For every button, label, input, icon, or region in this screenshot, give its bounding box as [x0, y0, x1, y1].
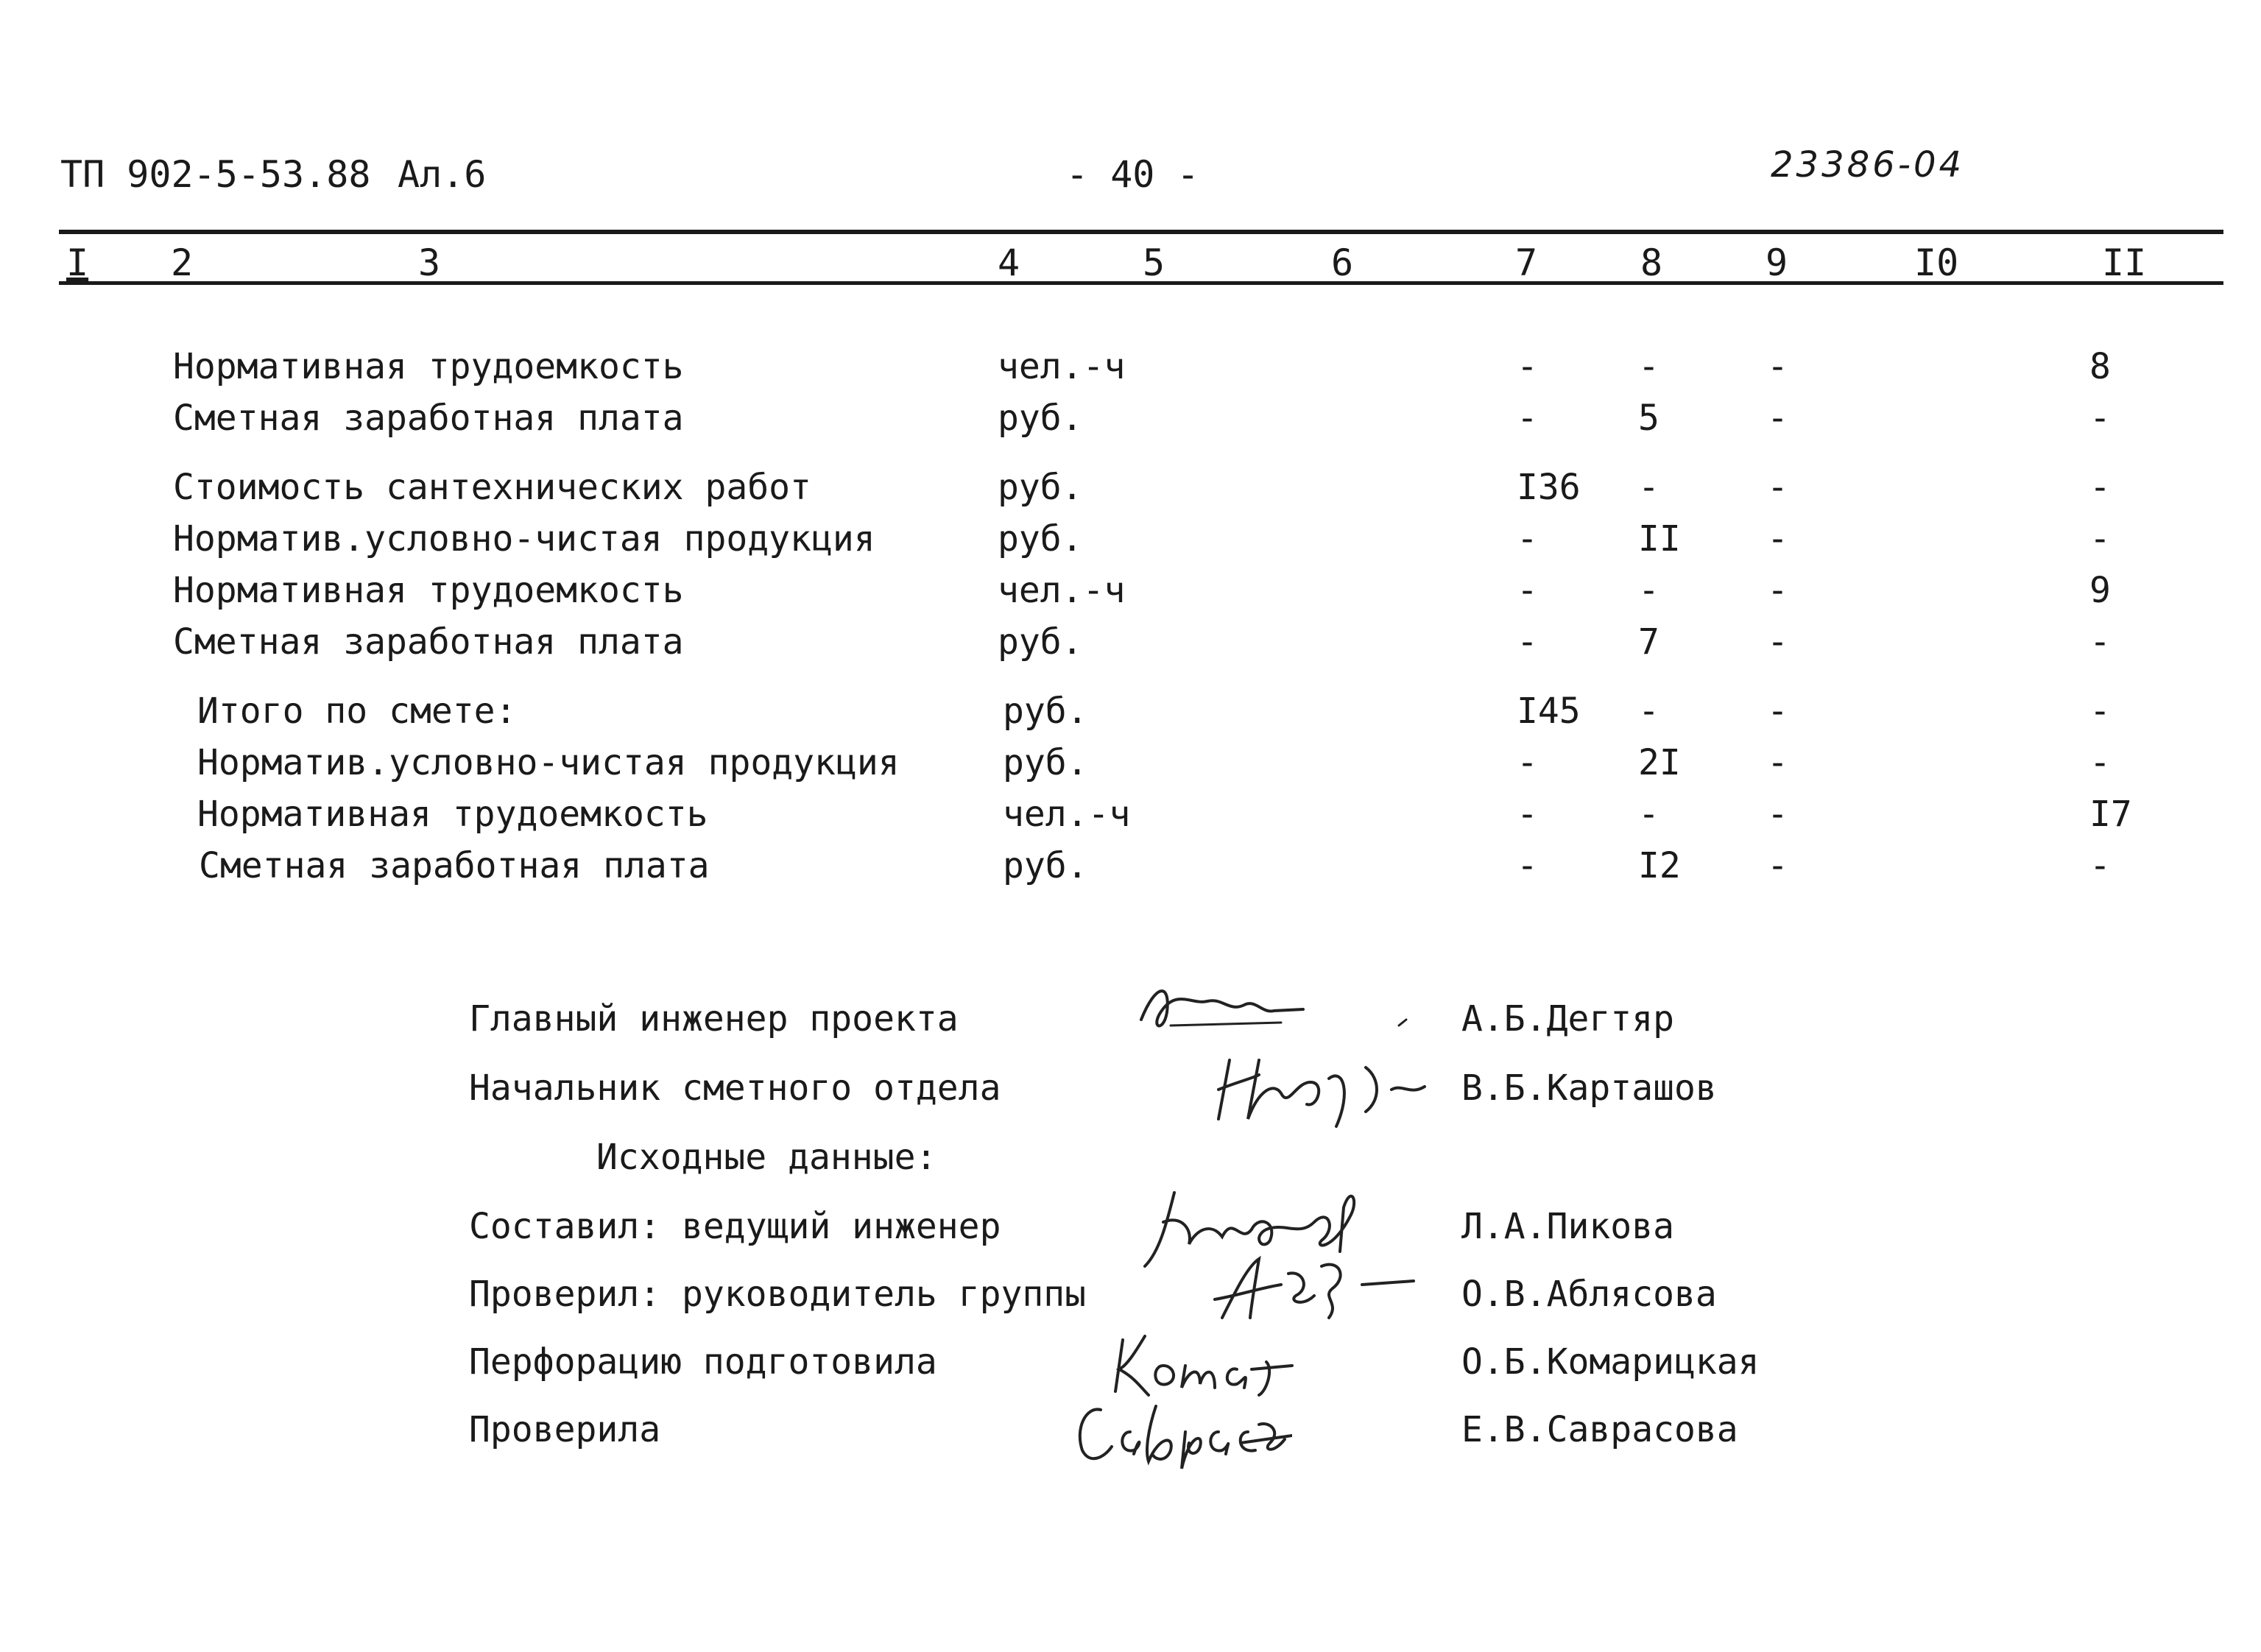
col-header-11: II: [2102, 241, 2147, 284]
table-row: [0, 346, 2261, 390]
row-col9: -: [1767, 621, 1788, 663]
col-header-1: I: [66, 241, 89, 284]
row-col8: 5: [1638, 398, 1659, 439]
row-name: Норматив.условно-чистая продукция: [197, 742, 900, 783]
signature-role: Начальник сметного отдела: [469, 1067, 1001, 1109]
page-number: - 40 -: [1066, 153, 1199, 196]
row-col7: -: [1517, 518, 1538, 560]
signature-row: [0, 1067, 2261, 1119]
row-col8: I2: [1638, 845, 1681, 886]
row-col11: 8: [2089, 346, 2111, 387]
signature-row: [0, 1274, 2261, 1325]
row-col8: 7: [1638, 621, 1659, 663]
row-col8: -: [1638, 467, 1659, 508]
row-col7: -: [1517, 845, 1538, 886]
row-name: Сметная заработная плата: [173, 398, 684, 439]
row-name: Нормативная трудоемкость: [197, 794, 708, 835]
table-row: [0, 691, 2261, 735]
row-col9: -: [1767, 398, 1788, 439]
row-col9: -: [1767, 691, 1788, 732]
row-col7: -: [1517, 742, 1538, 783]
row-col9: -: [1767, 794, 1788, 835]
signature-role: Составил: ведущий инженер: [469, 1206, 1001, 1247]
row-col11: I7: [2089, 794, 2132, 835]
row-unit: руб.: [1003, 845, 1088, 886]
row-col8: II: [1638, 518, 1681, 560]
row-unit: руб.: [998, 621, 1083, 663]
signature-name: О.В.Аблясова: [1461, 1274, 1717, 1315]
signature-name: Л.А.Пикова: [1461, 1206, 1674, 1247]
row-col8: 2I: [1638, 742, 1681, 783]
signature-role: Главный инженер проекта: [469, 998, 959, 1039]
table-row: [0, 845, 2261, 889]
table-row: [0, 518, 2261, 562]
signature-role: Перфорацию подготовила: [469, 1341, 937, 1383]
row-col11: -: [2089, 621, 2111, 663]
row-col11: -: [2089, 845, 2111, 886]
signature-savrasova: [1071, 1391, 1292, 1472]
row-col9: -: [1767, 346, 1788, 387]
row-name: Норматив.условно-чистая продукция: [173, 518, 875, 560]
col-header-8: 8: [1640, 241, 1663, 284]
row-col11: -: [2089, 398, 2111, 439]
row-col9: -: [1767, 467, 1788, 508]
signature-ablyasova: [1193, 1244, 1428, 1332]
signature-name: В.Б.Карташов: [1461, 1067, 1717, 1109]
row-col8: -: [1638, 570, 1659, 611]
row-col11: -: [2089, 742, 2111, 783]
row-name: Сметная заработная плата: [173, 621, 684, 663]
row-col9: -: [1767, 742, 1788, 783]
table-row: [0, 742, 2261, 786]
row-col11: -: [2089, 518, 2111, 560]
row-unit: чел.-ч: [998, 346, 1126, 387]
signature-role: Исходные данные:: [596, 1137, 937, 1178]
album-label: Ал.6: [398, 153, 487, 196]
signature-degtyar: [1126, 968, 1436, 1049]
signature-kartashov: [1207, 1038, 1436, 1141]
col-header-3: 3: [418, 241, 441, 284]
row-col8: -: [1638, 794, 1659, 835]
doc-code: ТП 902-5-53.88: [60, 153, 371, 196]
row-unit: руб.: [998, 398, 1083, 439]
doc-number: 23386-04: [1771, 144, 1965, 186]
row-col8: -: [1638, 346, 1659, 387]
row-col11: -: [2089, 467, 2111, 508]
table-row: [0, 570, 2261, 614]
row-name: Нормативная трудоемкость: [173, 346, 684, 387]
row-unit: руб.: [998, 518, 1083, 560]
row-col11: -: [2089, 691, 2111, 732]
table-row: [0, 794, 2261, 838]
row-col7: -: [1517, 794, 1538, 835]
col-header-6: 6: [1331, 241, 1354, 284]
col-header-2: 2: [171, 241, 194, 284]
row-col8: -: [1638, 691, 1659, 732]
row-name: Сметная заработная плата: [199, 845, 710, 886]
row-unit: чел.-ч: [1003, 794, 1131, 835]
row-col9: -: [1767, 845, 1788, 886]
row-name: Итого по смете:: [197, 691, 517, 732]
signature-name: О.Б.Комарицкая: [1461, 1341, 1760, 1383]
row-name: Нормативная трудоемкость: [173, 570, 684, 611]
col-header-9: 9: [1766, 241, 1788, 284]
row-col7: I36: [1517, 467, 1581, 508]
row-unit: руб.: [998, 467, 1083, 508]
col-header-5: 5: [1143, 241, 1165, 284]
col-header-7: 7: [1515, 241, 1538, 284]
row-col7: I45: [1517, 691, 1581, 732]
bottom-rule: [59, 281, 2223, 285]
row-col9: -: [1767, 570, 1788, 611]
row-unit: руб.: [1003, 691, 1088, 732]
row-col7: -: [1517, 570, 1538, 611]
col-header-4: 4: [998, 241, 1020, 284]
signature-name: Е.В.Саврасова: [1461, 1409, 1738, 1450]
row-unit: чел.-ч: [998, 570, 1126, 611]
col-header-10: I0: [1914, 241, 1959, 284]
signature-role: Проверил: руководитель группы: [469, 1274, 1087, 1315]
row-unit: руб.: [1003, 742, 1088, 783]
signature-role: Проверила: [469, 1409, 661, 1450]
row-name: Стоимость сантехнических работ: [173, 467, 811, 508]
table-row: [0, 467, 2261, 511]
row-col11: 9: [2089, 570, 2111, 611]
signature-name: А.Б.Дегтяр: [1461, 998, 1674, 1039]
table-row: [0, 398, 2261, 442]
top-rule: [59, 230, 2223, 234]
row-col7: -: [1517, 346, 1538, 387]
table-row: [0, 621, 2261, 666]
row-col7: -: [1517, 621, 1538, 663]
row-col7: -: [1517, 398, 1538, 439]
row-col9: -: [1767, 518, 1788, 560]
